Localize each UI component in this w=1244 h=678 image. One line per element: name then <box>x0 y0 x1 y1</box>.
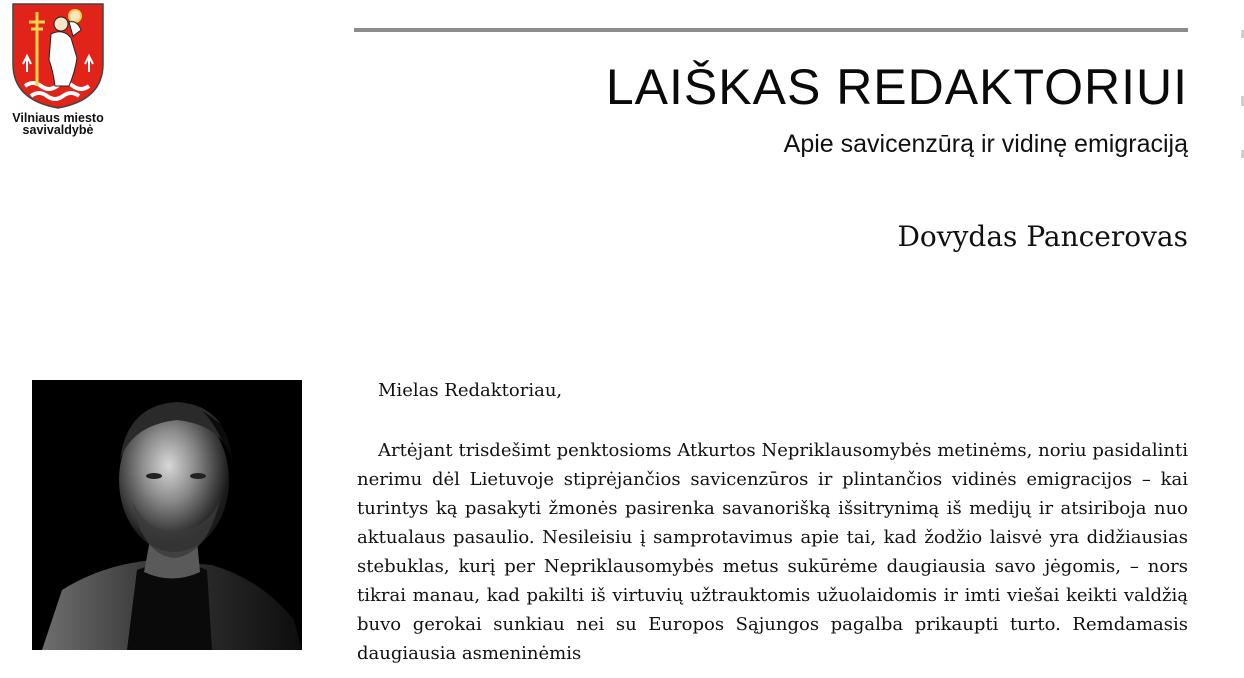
letter-body <box>357 376 1188 668</box>
municipality-logo <box>8 2 108 136</box>
author-photo <box>32 380 302 650</box>
vilnius-coat-of-arms-icon <box>11 2 105 110</box>
letter-salutation: Mielas Redaktoriau, <box>378 380 563 401</box>
author-name: Dovydas Pancerovas <box>897 220 1188 253</box>
logo-caption-line1: Vilniaus miesto <box>12 111 104 125</box>
letter-paragraph: Artėjant trisdešimt penktosioms Atkurtos Nepriklausomybės metinėms, noriu pasidalinti nerimu dėl Lietuvoje stiprėjančios savicenzūros ir plintančios vidinės emigracijos – kai turintys ką pasakyti žmonės pasirenka savanorišką išsitrynimą iš medijų ir atsiriboja nuo aktualaus pasaulio. Nesileisiu į samprotavimus apie tai, kad žodžio laisvė yra didžiausias stebuklas, kurį per Nepriklausomybės metus sukūrėme daugiausia savo jėgomis, – nors tikrai manau, kad pakilti iš virtuvių užtrauktomis užuolaidomis ir imti viešai keikti valdžią buvo gerokai sunkiau nei su Europos Sąjungos pagalba prikaupti turto. Remdamasis daugiausia asmeninėmis <box>357 440 1188 664</box>
logo-caption-line2: savivaldybė <box>22 123 94 137</box>
logo-caption <box>8 112 108 136</box>
author-portrait-icon <box>32 380 302 650</box>
page-title: LAIŠKAS REDAKTORIUI <box>605 59 1188 115</box>
page-subtitle: Apie savicenzūrą ir vidinę emigraciją <box>783 130 1188 158</box>
header-rule <box>354 28 1188 32</box>
